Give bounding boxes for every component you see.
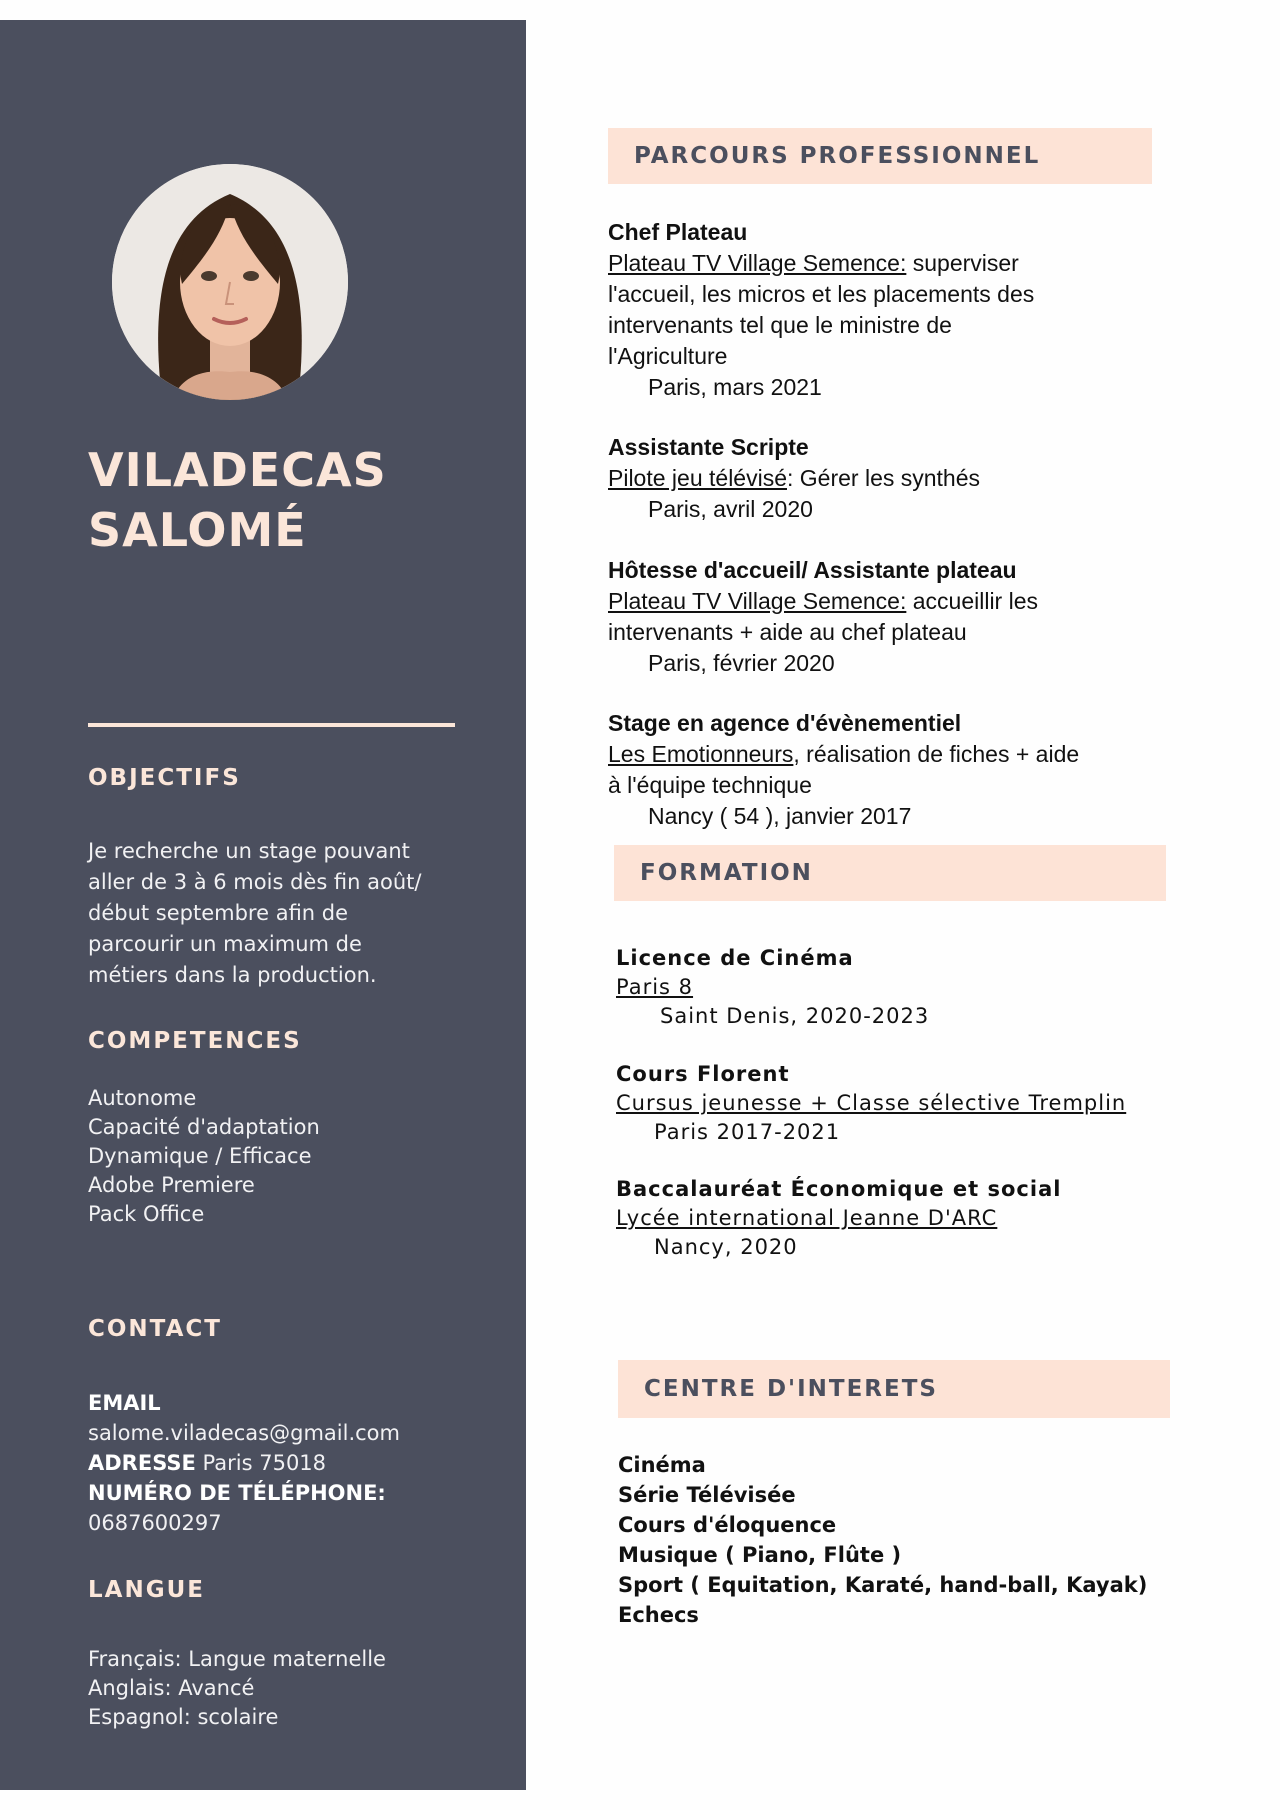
address-label: ADRESSE (88, 1451, 196, 1475)
interests-heading-band (618, 1360, 1170, 1418)
education-school: Lycée international Jeanne D'ARC (616, 1206, 998, 1230)
job-desc: accueillir les (906, 588, 1038, 614)
objectives-line: parcourir un maximum de (88, 932, 362, 956)
profile-photo (112, 164, 348, 400)
languages-list (88, 1645, 386, 1732)
objectives-text (88, 836, 468, 991)
job-company: Pilote jeu télévisé (608, 465, 787, 491)
job-title: Hôtesse d'accueil/ Assistante plateau (608, 557, 1017, 583)
objectives-line: Je recherche un stage pouvant (88, 839, 410, 863)
job-title: Assistante Scripte (608, 434, 809, 460)
education-location: Paris 2017-2021 (654, 1120, 841, 1144)
education-entry (616, 944, 1176, 1031)
education-location: Nancy, 2020 (654, 1235, 798, 1259)
education-school: Paris 8 (616, 975, 694, 999)
interest-item: Série Télévisée (618, 1483, 796, 1507)
objectives-line: début septembre afin de (88, 901, 349, 925)
interest-item: Echecs (618, 1603, 699, 1627)
skill-item: Capacité d'adaptation (88, 1115, 320, 1139)
job-desc: intervenants tel que le ministre de (608, 312, 952, 338)
phone-value[interactable]: 0687600297 (88, 1511, 222, 1535)
skill-item: Autonome (88, 1086, 197, 1110)
job-title: Chef Plateau (608, 219, 748, 245)
portrait-image (112, 164, 348, 400)
language-item: Anglais: Avancé (88, 1676, 255, 1700)
experience-heading: PARCOURS PROFESSIONNEL (634, 143, 1041, 169)
address-value: Paris 75018 (202, 1451, 327, 1475)
job-location: Paris, février 2020 (648, 650, 835, 676)
job-title: Stage en agence d'évènementiel (608, 710, 962, 736)
objectives-heading: OBJECTIFS (88, 765, 241, 791)
language-item: Espagnol: scolaire (88, 1705, 279, 1729)
job-company: Les Emotionneurs (608, 741, 794, 767)
languages-heading: LANGUE (88, 1577, 205, 1603)
language-item: Français: Langue maternelle (88, 1647, 386, 1671)
interest-item: Cours d'éloquence (618, 1513, 837, 1537)
experience-heading-band (608, 128, 1152, 184)
skill-item: Adobe Premiere (88, 1173, 255, 1197)
job-desc: : Gérer les synthés (787, 465, 981, 491)
email-value[interactable]: salome.viladecas@gmail.com (88, 1421, 400, 1445)
interest-item: Sport ( Equitation, Karaté, hand-ball, Kayak) (618, 1573, 1148, 1597)
job-desc: à l'équipe technique (608, 772, 812, 798)
education-title: Licence de Cinéma (616, 946, 854, 970)
education-entry (616, 1060, 1176, 1147)
contact-block (88, 1388, 488, 1538)
education-entry (616, 1175, 1176, 1262)
interest-item: Cinéma (618, 1453, 706, 1477)
candidate-name (88, 440, 387, 560)
skill-item: Dynamique / Efficace (88, 1144, 312, 1168)
email-label: EMAIL (88, 1391, 161, 1415)
job-location: Paris, mars 2021 (648, 374, 822, 400)
job-desc: superviser (906, 250, 1019, 276)
objectives-line: métiers dans la production. (88, 963, 377, 987)
job-desc: l'Agriculture (608, 343, 728, 369)
skill-item: Pack Office (88, 1202, 205, 1226)
education-title: Cours Florent (616, 1062, 790, 1086)
education-school: Cursus jeunesse + Classe sélective Tremplin (616, 1091, 1127, 1115)
interest-item: Musique ( Piano, Flûte ) (618, 1543, 902, 1567)
education-title: Baccalauréat Économique et social (616, 1177, 1062, 1201)
first-name: SALOMÉ (88, 503, 307, 557)
job-entry (608, 432, 1128, 525)
skills-heading: COMPETENCES (88, 1028, 302, 1054)
education-heading: FORMATION (640, 860, 813, 886)
job-entry (608, 217, 1128, 403)
education-location: Saint Denis, 2020-2023 (660, 1004, 930, 1028)
job-location: Nancy ( 54 ), janvier 2017 (648, 803, 912, 829)
interests-list (618, 1450, 1147, 1630)
divider (88, 723, 455, 727)
job-desc: l'accueil, les micros et les placements des (608, 281, 1035, 307)
objectives-line: aller de 3 à 6 mois dès fin août/ (88, 870, 422, 894)
phone-label: NUMÉRO DE TÉLÉPHONE: (88, 1481, 386, 1505)
job-entry (608, 708, 1128, 832)
contact-heading: CONTACT (88, 1316, 222, 1342)
job-desc: , réalisation de fiches + aide (793, 741, 1080, 767)
job-desc: intervenants + aide au chef plateau (608, 619, 967, 645)
skills-list (88, 1084, 320, 1229)
job-company: Plateau TV Village Semence: (608, 250, 907, 276)
job-location: Paris, avril 2020 (648, 496, 813, 522)
education-heading-band (614, 845, 1166, 901)
job-company: Plateau TV Village Semence: (608, 588, 907, 614)
job-entry (608, 555, 1128, 679)
sidebar (0, 20, 526, 1790)
interests-heading: CENTRE D'INTERETS (644, 1376, 938, 1402)
last-name: VILADECAS (88, 443, 387, 497)
